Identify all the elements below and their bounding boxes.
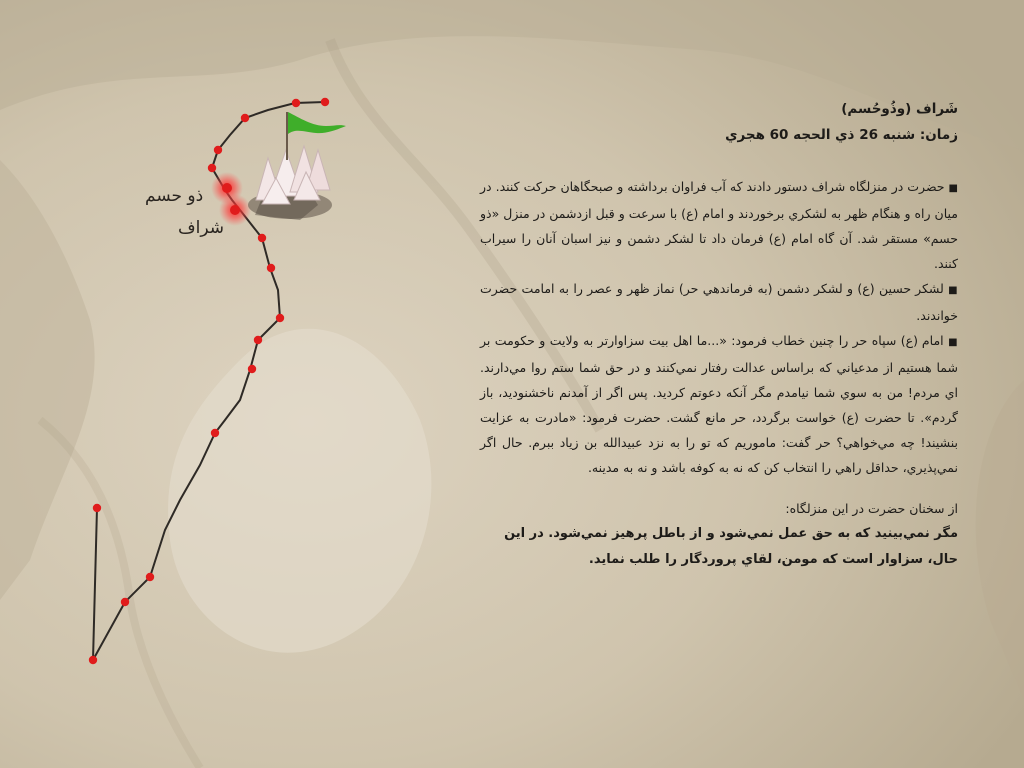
stop-marker: [267, 264, 275, 272]
stop-marker: [321, 98, 329, 106]
stop-marker: [276, 314, 284, 322]
label-dhu-hasam: ذو حسم: [145, 186, 204, 206]
spacer: [480, 148, 958, 174]
stop-marker: [121, 598, 129, 606]
paragraph-1-text: حضرت در منزلگاه شراف دستور دادند که آب فراوان برداشته و صبحگاهان حرکت کنند. در ميان راه و هنگام ظهر به لشکري برخوردند و امام (ع) با سرعت و قبل ازدشمن در منزل «ذو حسم» مستقر شد. آن گاه امام (ع) فرمان داد تا لشکر دشمن و نيز اسبان آنان را سيراب کنند.: [480, 179, 958, 271]
stop-marker: [230, 205, 240, 215]
quote-text: مگر نمي‌بينيد که به حق عمل نمي‌شود و از باطل پرهيز نمي‌شود. در اين حال، سزاوار است که مومن، لقاي پروردگار را طلب نمايد.: [504, 526, 958, 567]
stop-marker: [292, 99, 300, 107]
stop-marker: [258, 234, 266, 242]
paragraph-2: [480, 276, 958, 328]
bullet-icon: ■: [948, 183, 958, 194]
stop-marker: [89, 656, 97, 664]
stop-marker: [254, 336, 262, 344]
spacer: [480, 480, 958, 496]
paragraph-2-text: لشکر حسين (ع) و لشکر دشمن (به فرماندهي حر) نماز ظهر و عصر را به امامت حضرت خواندند.: [480, 281, 958, 323]
stop-marker: [93, 504, 101, 512]
stop-marker: [241, 114, 249, 122]
stop-marker: [146, 573, 154, 581]
text-panel: [480, 96, 958, 573]
stop-marker: [248, 365, 256, 373]
paragraph-3-text: امام (ع) سپاه حر را چنين خطاب فرمود: «...ما اهل بيت سزاوارتر به ولايت و حکومت بر شما هستيم از مدعياني که براساس عدالت رفتار نمي‌کنند و در حق شما ستم روا مي‌دارند. اي مردم! من به سوي شما نيامدم مگر آنکه دعوتم کرديد. پس اگر از آمدنم ناخشنوديد، باز گردم». تا حضرت (ع) خواست برگردد، حر مانع گشت. حضرت فرمود: «مادرت به عزايت بنشيند! چه مي‌خواهي؟ حر گفت: ماموريم که تو را به نزد عبيدالله بن زياد ببرم. حال اگر نمي‌پذيري، حداقل راهي را انتخاب کن که نه به کوفه باشد و نه به مدينه.: [480, 333, 958, 475]
station-title: شَراف (وذُوحُسم): [841, 101, 958, 117]
stop-marker: [208, 164, 216, 172]
date-line: زمان: شنبه 26 ذي الحجه 60 هجري: [725, 127, 958, 143]
bullet-icon: ■: [948, 285, 958, 296]
bullet-icon: ■: [948, 337, 958, 348]
stop-marker: [211, 429, 219, 437]
quote-intro: از سخنان حضرت در اين منزلگاه:: [785, 501, 958, 516]
paragraph-1: [480, 174, 958, 276]
stop-marker: [214, 146, 222, 154]
label-sharaf: شراف: [178, 218, 224, 238]
stop-marker: [222, 183, 232, 193]
paragraph-3: [480, 328, 958, 480]
